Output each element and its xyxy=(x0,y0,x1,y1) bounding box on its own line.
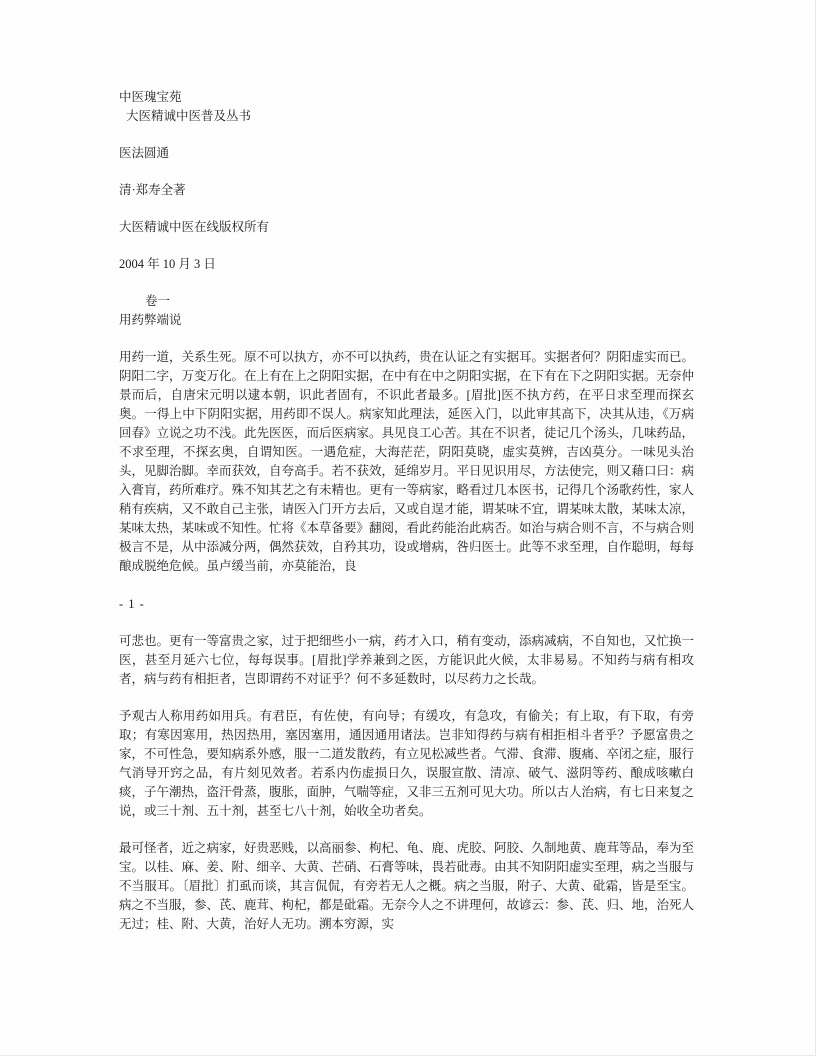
author-line: 清·郑寿全著 xyxy=(119,183,186,197)
date-line: 2004 年 10 月 3 日 xyxy=(119,257,216,271)
paragraph-4: 最可怪者，近之病家，好贵恶贱，以高丽参、枸杞、龟、鹿、虎胶、阿胶、久制地黄、鹿茸等品，奉为至宝。以桂、麻、姜、附、细辛、大黄、芒硝、石膏等味，畏若砒毒。由其不知阴阳虚实至理，病之当服与不当服耳。〔眉批〕扪虱而谈，其言侃侃，有旁若无人之概。病之当服，附子、大黄、砒霜，皆是至宝。病之不当服，参、芪、鹿茸、枸杞，都是砒霜。无奈今人之不讲理何，故谚云：参、芪、归、地，治死人无过；桂、附、大黄，治好人无功。溯本穷源，实 xyxy=(119,841,695,931)
page-number: - 1 - xyxy=(119,597,145,611)
paragraph-2: 可悲也。更有一等富贵之家，过于把细些小一病，药才入口，稍有变动，添病减病，不自知也，又忙换一医，甚至月延六七位，每每误事。[眉批]学养兼到之医，方能识此火候，太非易易。不知药与病有相攻者，病与药有相拒者，岂即谓药不对证乎？何不多延数时，以尽药力之长哉。 xyxy=(119,634,695,686)
site-title: 中医瑰宝苑 xyxy=(119,90,182,104)
volume-heading: 卷一 xyxy=(145,294,171,308)
series-title: 大医精诚中医普及丛书 xyxy=(126,109,252,123)
paragraph-3: 予观古人称用药如用兵。有君臣，有佐使，有向导；有缓攻，有急攻，有偷关；有上取，有下取，有旁取；有寒因寒用，热因热用，塞因塞用，通因通用诸法。岂非知得药与病有相拒相斗者乎？予愿富贵之家，不可性急，要知病系外感，服一二道发散药，有立见松减些者。气滞、食滞、腹痛、卒闭之症，服行气消导开窍之品，有片刻见效者。若系内伤虚损日久，误服宣散、清凉、破气、滋阴等药、酿成咳嗽白痰，子午潮热，盗汗骨蒸，腹胀，面肿，气喘等症，又非三五剂可见大功。所以古人治病，有七日来复之说，或三十剂、五十剂，甚至七八十剂，始收全功者矣。 xyxy=(119,709,695,818)
chapter-heading: 用药弊端说 xyxy=(119,313,182,327)
paragraph-1: 用药一道，关系生死。原不可以执方，亦不可以执药，贵在认证之有实据耳。实据者何？阴阳虚实而已。阴阳二字，万变万化。在上有在上之阴阳实据，在中有在中之阴阳实据，在下有在下之阴阳实据。无奈仲景而后，自唐宋元明以逮本朝，识此者固有，不识此者最多。[眉批]医不执方药，在平日求至理而探玄奥。一得上中下阴阳实据，用药即不误人。病家知此理法，延医入门，以此审其高下，决其从违，《万病回春》立说之功不浅。此先医医，而后医病家。具见良工心苦。其在不识者，徒记几个汤头，几味药品，不求至理，不探玄奥，自谓知医。一遇危症，大海茫茫，阴阳莫晓，虚实莫辨，吉凶莫分。一味见头治头，见脚治脚。幸而获效，自夸高手。若不获效，延绵岁月。平日见识用尽，方法使完，则又藉口曰：病入膏肓，药所难疗。殊不知其艺之有未精也。更有一等病家，略看过几本医书，记得几个汤歌药性，家人稍有疾病，又不敢自己主张，请医入门开方去后，又或自逞才能，谓某味不宜，谓某味太散，某味太凉，某味太热，某味或不知性。忙将《本草备要》翻阅，看此药能治此病否。如治与病合则不言，不与病合则极言不是，从中添减分两，偶然获效，自矜其功，设或增病，咎归医士。此等不求至理，自作聪明，每每酿成脱绝危候。虽卢缓当前，亦莫能治，良 xyxy=(119,350,695,573)
copyright-line: 大医精诚中医在线版权所有 xyxy=(119,220,270,234)
book-title: 医法圆通 xyxy=(119,146,170,160)
